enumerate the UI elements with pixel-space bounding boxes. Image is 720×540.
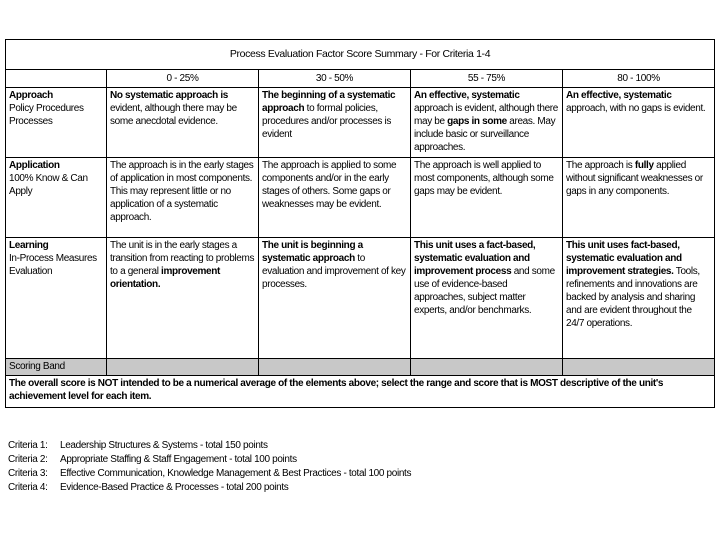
table-title: Process Evaluation Factor Score Summary - For Criteria 1-4 [6,40,715,70]
criteria-label: Criteria 1: [8,440,48,451]
score-summary-sheet [5,39,714,408]
cell-text: The approach is well applied to most components, although some gaps may be evident. [414,160,554,197]
criteria-item [8,453,411,467]
range-header-30-50: 30 - 50% [259,70,411,88]
scoring-band-label: Scoring Band [6,359,107,376]
criteria-text: Evidence-Based Practice & Processes - total 200 points [60,482,289,493]
cell-text: evident, although there may be some anecdotal evidence. [110,103,237,127]
title-row [6,40,715,70]
range-header-55-75: 55 - 75% [411,70,563,88]
cell-application-30-50 [259,158,411,238]
cell-text: applied without significant weaknesses or gaps in any components. [566,160,703,197]
cell-text: approach is evident, although there may be [414,103,558,127]
emphasis-text: The unit is beginning a [262,240,363,251]
criteria-item [8,467,411,481]
cell-learning-80-100 [563,238,715,359]
emphasis-text: improvement orientation. [110,266,220,290]
emphasis-text: No systematic approach is [110,90,228,101]
criteria-text: Effective Communication, Knowledge Management & Best Practices - total 100 points [60,468,412,479]
emphasis-text: approach [262,103,305,114]
scoring-band-cell-55-75[interactable] [411,359,563,376]
range-header-0-25: 0 - 25% [107,70,259,88]
cell-application-0-25 [107,158,259,238]
cell-text: The approach is in the early stages of application in most components. This may represent little or no application of a systematic approach. [110,160,254,223]
range-header-empty [6,70,107,88]
cell-learning-0-25 [107,238,259,359]
row-subtitle-learning: In-Process Measures Evaluation [9,253,97,277]
emphasis-text: This unit uses fact-based, systematic evaluation and improvement strategies. [566,240,682,277]
emphasis-text: An effective, systematic [414,90,520,101]
emphasis-text: fully [634,160,654,171]
range-header-row [6,70,715,88]
cell-approach-0-25 [107,88,259,158]
cell-text: areas. May include basic or surveillance approaches. [414,116,556,153]
criteria-label: Criteria 3: [8,468,48,479]
emphasis-text: gaps in some [447,116,507,127]
cell-text: and some use of evidence-based approaches, subject matter experts, and/or benchmarks. [414,266,555,316]
cell-text: to formal policies, procedures and/or processes is evident [262,103,392,140]
criteria-text: Leadership Structures & Systems - total 150 points [60,440,268,451]
scoring-band-cell-0-25[interactable] [107,359,259,376]
score-summary-table [5,39,715,408]
cell-approach-55-75 [411,88,563,158]
cell-learning-55-75 [411,238,563,359]
row-title-approach: Approach [9,90,53,101]
overall-score-note: The overall score is NOT intended to be a numerical average of the elements above; select the range and score that is MOST descriptive of the unit's achievement level for each item. [6,376,715,408]
emphasis-text: An effective, systematic [566,90,672,101]
row-subtitle-approach: Policy Procedures Processes [9,103,84,127]
row-head-learning [6,238,107,359]
row-head-approach [6,88,107,158]
cell-text: Tools, refinements and innovations are backed by analysis and sharing and are evident throughout the 24/7 operations. [566,266,700,329]
table-row-approach [6,88,715,158]
cell-text: approach, with no gaps is evident. [566,103,706,114]
scoring-band-cell-30-50[interactable] [259,359,411,376]
criteria-label: Criteria 4: [8,482,48,493]
row-subtitle-application: 100% Know & Can Apply [9,173,88,197]
emphasis-text: systematic approach [262,253,355,264]
cell-approach-30-50 [259,88,411,158]
overall-note-row [6,376,715,408]
criteria-list [8,439,411,495]
scoring-band-row [6,359,715,376]
cell-text: to evaluation and improvement of key processes. [262,253,406,290]
row-title-application: Application [9,160,60,171]
cell-application-55-75 [411,158,563,238]
criteria-item [8,439,411,453]
table-row-application [6,158,715,238]
cell-learning-30-50 [259,238,411,359]
cell-application-80-100 [563,158,715,238]
scoring-band-cell-80-100[interactable] [563,359,715,376]
emphasis-text: The beginning of a systematic [262,90,396,101]
criteria-item [8,481,411,495]
table-row-learning [6,238,715,359]
row-head-application [6,158,107,238]
emphasis-text: This unit uses a fact-based, systematic evaluation and improvement process [414,240,536,277]
criteria-label: Criteria 2: [8,454,48,465]
row-title-learning: Learning [9,240,49,251]
cell-text: The unit is in the early stages a transition from reacting to problems to a general [110,240,255,277]
range-header-80-100: 80 - 100% [563,70,715,88]
criteria-text: Appropriate Staffing & Staff Engagement - total 100 points [60,454,297,465]
cell-approach-80-100 [563,88,715,158]
cell-text: The approach is [566,160,635,171]
cell-text: The approach is applied to some components and/or in the early stages of others. Some gaps or weaknesses may be evident. [262,160,397,210]
